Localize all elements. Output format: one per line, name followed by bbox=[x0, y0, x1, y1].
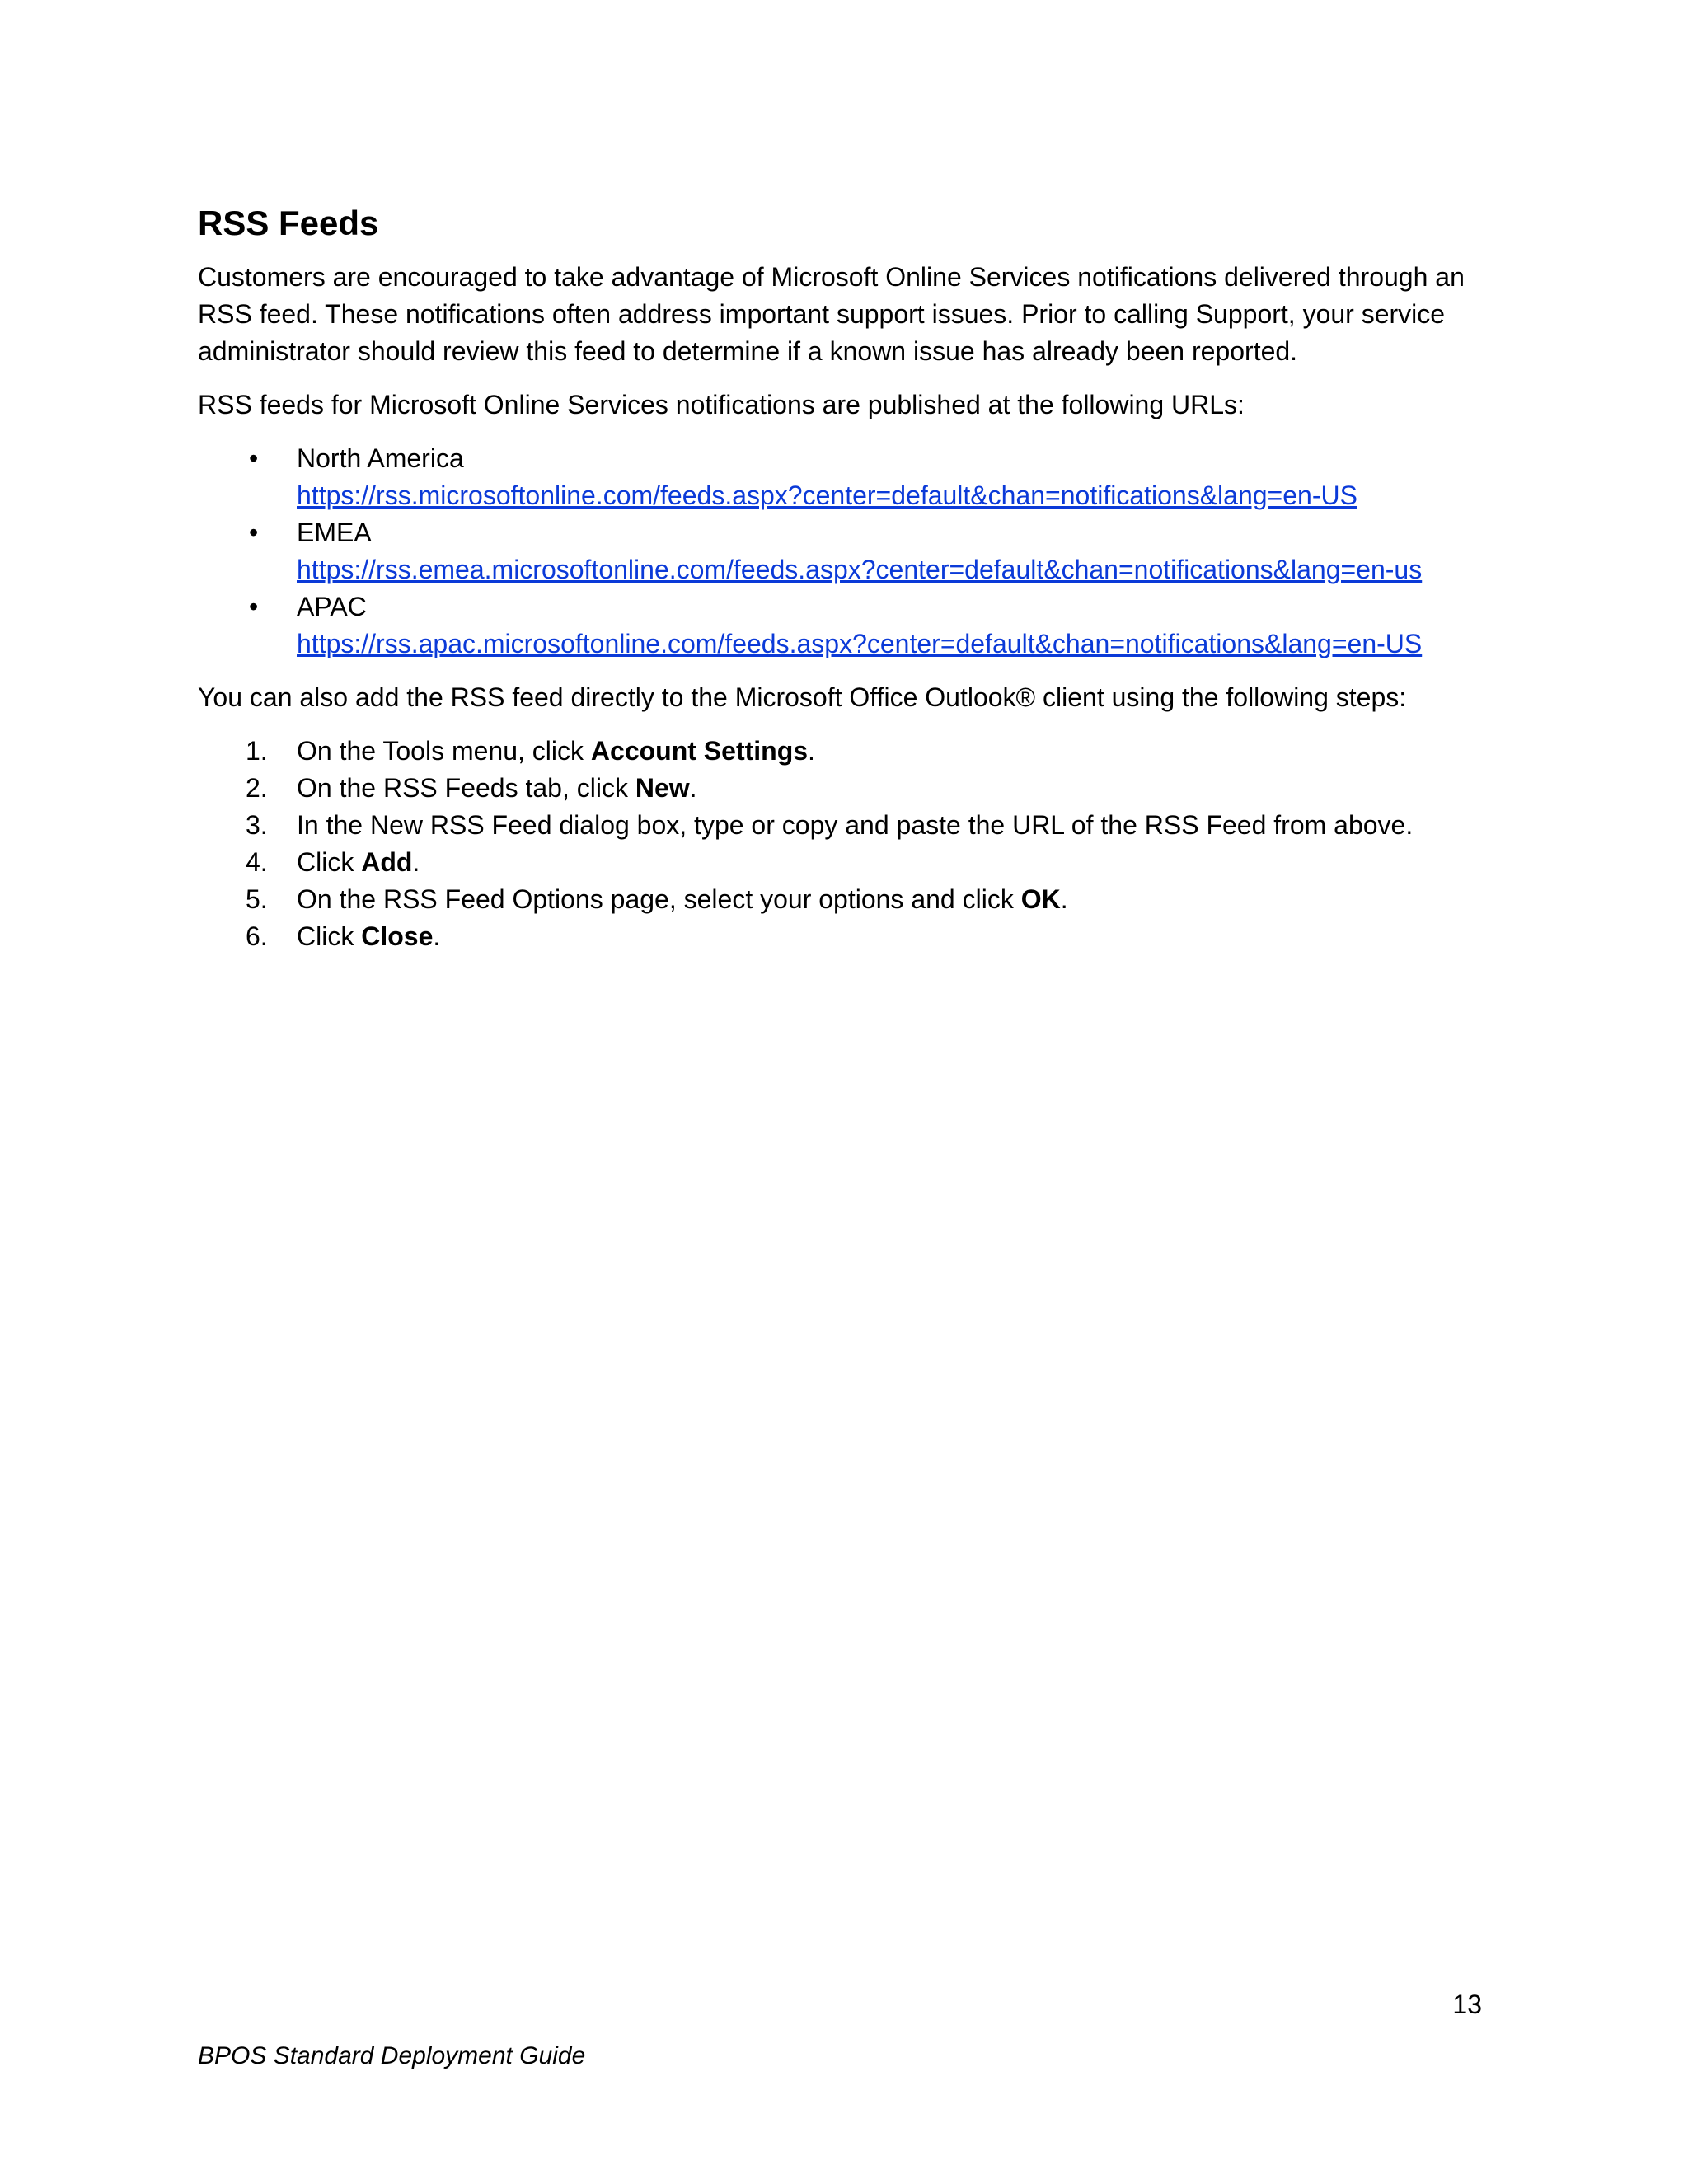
step-item bbox=[198, 733, 1484, 770]
step-number: 6. bbox=[246, 921, 268, 952]
step-text: Click bbox=[297, 921, 362, 952]
region-label-emea: EMEA bbox=[297, 518, 372, 548]
page-number: 13 bbox=[1452, 1990, 1482, 2019]
step-item bbox=[198, 881, 1484, 918]
list-item bbox=[198, 440, 1484, 514]
step-item bbox=[198, 918, 1484, 955]
document-footer: BPOS Standard Deployment Guide bbox=[198, 2042, 586, 2069]
step-number: 2. bbox=[246, 773, 268, 804]
step-item bbox=[198, 807, 1484, 844]
step-number: 4. bbox=[246, 847, 268, 878]
feed-link-emea[interactable]: https://rss.emea.microsoftonline.com/feeds.aspx?center=default&chan=notifications&lang=en-us bbox=[297, 555, 1423, 585]
feed-link-apac[interactable]: https://rss.apac.microsoftonline.com/feeds.aspx?center=default&chan=notifications&lang=en-US bbox=[297, 629, 1423, 659]
step-bold-text: Add bbox=[361, 847, 413, 878]
step-text: On the RSS Feeds tab, click bbox=[297, 773, 635, 804]
step-item bbox=[198, 770, 1484, 807]
step-text: On the Tools menu, click bbox=[297, 736, 591, 766]
step-text: On the RSS Feed Options page, select your options and click bbox=[297, 884, 1021, 915]
step-text-end: . bbox=[808, 736, 815, 766]
step-text: Click bbox=[297, 847, 362, 878]
page-content bbox=[198, 203, 1484, 955]
step-text-end: . bbox=[433, 921, 441, 952]
intro-paragraph: Customers are encouraged to take advantage of Microsoft Online Services notifications delivered through an RSS feed. These notifications often address important support issues. Prior to calling Support, your service administrator should review this feed to determine if a known issue has already been reported. bbox=[198, 262, 1465, 367]
region-label-apac: APAC bbox=[297, 592, 367, 622]
step-number: 1. bbox=[246, 736, 268, 766]
list-item bbox=[198, 514, 1484, 588]
step-text: In the New RSS Feed dialog box, type or copy and paste the URL of the RSS Feed from above. bbox=[297, 810, 1414, 841]
step-number: 5. bbox=[246, 884, 268, 915]
feed-list bbox=[198, 440, 1484, 663]
step-text-end: . bbox=[689, 773, 697, 804]
feed-link-north-america[interactable]: https://rss.microsoftonline.com/feeds.aspx?center=default&chan=notifications&lang=en-US bbox=[297, 480, 1357, 511]
section-heading: RSS Feeds bbox=[198, 204, 379, 242]
steps-list bbox=[198, 733, 1484, 955]
bullet-icon: • bbox=[249, 592, 259, 622]
bullet-icon: • bbox=[249, 443, 259, 474]
step-bold-text: Close bbox=[361, 921, 434, 952]
step-item bbox=[198, 844, 1484, 881]
step-number: 3. bbox=[246, 810, 268, 841]
step-bold-text: New bbox=[635, 773, 690, 804]
outlook-intro-paragraph: You can also add the RSS feed directly to the Microsoft Office Outlook® client using the following steps: bbox=[198, 682, 1407, 713]
bullet-icon: • bbox=[249, 518, 259, 548]
region-label-north-america: North America bbox=[297, 443, 464, 474]
step-text-end: . bbox=[412, 847, 420, 878]
step-bold-text: OK bbox=[1020, 884, 1061, 915]
step-bold-text: Account Settings bbox=[590, 736, 809, 766]
urls-intro-paragraph: RSS feeds for Microsoft Online Services notifications are published at the following URLs: bbox=[198, 390, 1245, 420]
step-text-end: . bbox=[1060, 884, 1068, 915]
list-item bbox=[198, 588, 1484, 663]
